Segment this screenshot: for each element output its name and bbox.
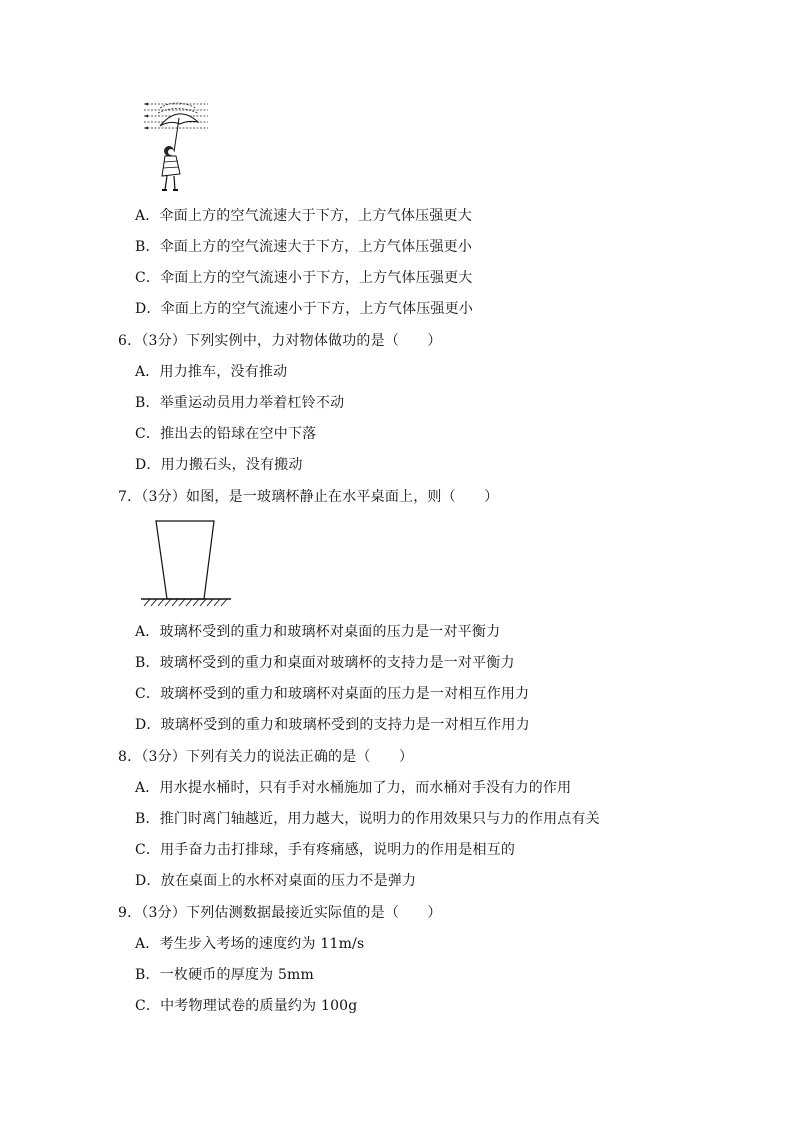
wind-arrowheads	[144, 103, 148, 130]
q8-stem: 8．（3分）下列有关力的说法正确的是（ ）	[118, 749, 414, 765]
q6-option-d[interactable]: D．用力搬石头，没有搬动	[135, 457, 303, 473]
q6-stem: 6．（3分）下列实例中，力对物体做功的是（ ）	[118, 333, 442, 349]
q5-option-d[interactable]: D．伞面上方的空气流速小于下方，上方气体压强更小	[135, 301, 474, 317]
q5-option-a[interactable]: A．伞面上方的空气流速大于下方，上方气体压强更大	[135, 208, 472, 224]
glass-cup	[156, 521, 214, 599]
q5-option-c[interactable]: C．伞面上方的空气流速小于下方，上方气体压强更大	[135, 270, 473, 286]
q8-option-a[interactable]: A．用水提水桶时，只有手对水桶施加了力，而水桶对手没有力的作用	[135, 780, 572, 796]
q8-option-b[interactable]: B．推门时离门轴越近，用力越大，说明力的作用效果只与力的作用点有关	[135, 811, 600, 827]
umbrella-wind-figure	[140, 96, 212, 196]
q8-option-d[interactable]: D．放在桌面上的水杯对桌面的压力不是弹力	[135, 873, 417, 889]
q7-option-c[interactable]: C．玻璃杯受到的重力和玻璃杯对桌面的压力是一对相互作用力	[135, 686, 530, 702]
table-hatching	[144, 599, 227, 606]
q9-option-c[interactable]: C．中考物理试卷的质量约为 100g	[135, 998, 358, 1014]
q5-option-b[interactable]: B．伞面上方的空气流速大于下方，上方气体压强更小	[135, 239, 473, 255]
q6-option-c[interactable]: C．推出去的铅球在空中下落	[135, 426, 317, 442]
glass-on-table-figure	[140, 520, 232, 608]
q9-option-b[interactable]: B．一枚硬币的厚度为 5mm	[135, 967, 314, 983]
q9-stem: 9．（3分）下列估测数据最接近实际值的是（ ）	[118, 905, 442, 921]
q7-option-a[interactable]: A．玻璃杯受到的重力和玻璃杯对桌面的压力是一对平衡力	[135, 624, 501, 640]
girl-body	[162, 156, 180, 176]
q7-option-b[interactable]: B．玻璃杯受到的重力和桌面对玻璃杯的支持力是一对平衡力	[135, 655, 515, 671]
q7-option-d[interactable]: D．玻璃杯受到的重力和玻璃杯受到的支持力是一对相互作用力	[135, 717, 530, 733]
q6-option-b[interactable]: B．举重运动员用力举着杠铃不动	[135, 395, 345, 411]
q9-option-a[interactable]: A．考生步入考场的速度约为 11m/s	[135, 936, 365, 952]
q6-option-a[interactable]: A．用力推车，没有推动	[135, 364, 288, 380]
q7-stem: 7．（3分）如图，是一玻璃杯静止在水平桌面上，则（ ）	[118, 489, 499, 505]
q8-option-c[interactable]: C．用手奋力击打排球，手有疼痛感，说明力的作用是相互的	[135, 842, 516, 858]
